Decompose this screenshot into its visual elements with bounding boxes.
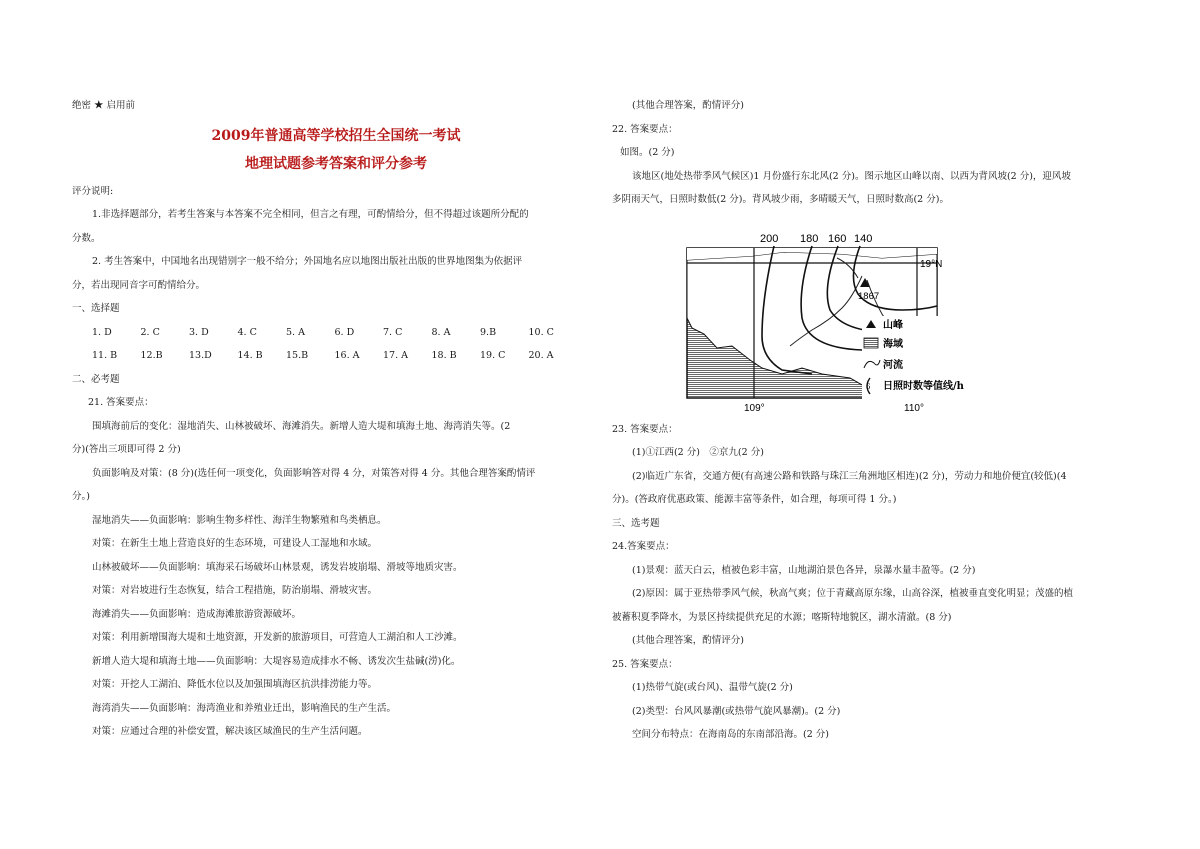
- q23-line: 分)。(答政府优惠政策、能源丰富等条件，如合理，每项可得 1 分。): [612, 494, 897, 505]
- legend-label-contour: 日照时数等值线/h: [883, 380, 964, 392]
- mc-answer: 1. D: [92, 326, 112, 338]
- longitude-label-left: 109°: [744, 402, 765, 414]
- q21-line: 围填海前后的变化：湿地消失、山林被破坏、海滩消失。新增人造大堤和填海土地、海湾消失等。(2: [92, 420, 511, 432]
- q21-line: 海滩消失——负面影响：造成海滩旅游资源破坏。: [92, 608, 302, 620]
- legend-label-sea: 海域: [883, 338, 903, 350]
- mc-answer: 20. A: [528, 350, 554, 361]
- q24-line: (其他合理答案，酌情评分): [632, 635, 744, 646]
- other-answers-note: (其他合理答案，酌情评分): [632, 100, 744, 111]
- mc-answer: 13.D: [189, 350, 212, 361]
- q21-heading: 21. 答案要点：: [88, 397, 154, 408]
- q21-line: 对策：应通过合理的补偿安置，解决该区域渔民的生产生活问题。: [92, 726, 368, 737]
- eval-note-1-cont: 分数。: [72, 232, 101, 244]
- section-required: 二、必考题: [72, 373, 120, 385]
- q21-line: 对策：对岩坡进行生态恢复，结合工程措施，防治崩塌、滑坡灾害。: [92, 585, 378, 596]
- confidential-label: 绝密 ★ 启用前: [72, 100, 136, 111]
- q24-line: (2)原因：属于亚热带季风气候，秋高气爽；位于青藏高原东缘，山高谷深，植被垂直变化明显；茂盛的植: [632, 588, 1073, 599]
- q23-line: (2)临近广东省，交通方便(有高速公路和铁路与珠江三角洲地区相连)(2 分)，劳动力和地价便宜(较低)(4: [632, 470, 1067, 482]
- q24-line: (1)景观：蓝天白云，植被色彩丰富，山地湖泊景色各异，泉瀑水量丰盈等。(2 分): [632, 564, 976, 576]
- q25-line: 空间分布特点：在海南岛的东南部沿海。(2 分): [632, 729, 829, 740]
- contour-label: 160: [828, 232, 847, 245]
- mc-answer: 7. C: [383, 326, 403, 338]
- mc-answer: 9.B: [480, 326, 497, 338]
- mc-answer: 19. C: [480, 350, 506, 361]
- q22-heading: 22. 答案要点：: [612, 123, 678, 135]
- q23-line: (1)①江西(2 分) ②京九(2 分): [632, 447, 764, 458]
- legend-sea-swatch: [864, 338, 878, 348]
- q21-line: 分)(答出三项即可得 2 分): [72, 444, 181, 455]
- mc-answer: 5. A: [286, 326, 305, 338]
- mc-answer: 6. D: [334, 326, 355, 338]
- mc-answer: 4. C: [237, 326, 257, 338]
- q25-line: (1)热带气旋(或台风)、温带气旋(2 分): [632, 682, 793, 693]
- eval-heading: 评分说明:: [72, 185, 114, 197]
- legend-label-river: 河流: [883, 359, 903, 371]
- q21-line: 对策：利用新增围海大堤和土地资源，开发新的旅游项目，可营造人工湖泊和人工沙滩。: [92, 632, 463, 643]
- q24-line: 被蓄积夏季降水，为景区持续提供充足的水源；喀斯特地貌区，湖水清澈。(8 分): [612, 611, 952, 623]
- q22-line: 如图。(2 分): [620, 147, 675, 158]
- q22-line: 多阴雨天气，日照时数低(2 分)。背风坡少雨，多晴暖天气，日照时数高(2 分)。: [612, 194, 949, 205]
- mc-answers-row-2: [72, 344, 600, 368]
- eval-note-1: 1.非选择题部分，若考生答案与本答案不完全相同，但言之有理，可酌情给分，但不得超过该题所分配的: [92, 209, 529, 220]
- mc-answer: 18. B: [431, 350, 457, 361]
- q24-heading: 24.答案要点：: [612, 541, 675, 552]
- peak-elevation: 1867: [858, 290, 880, 302]
- section-multiple-choice: 一、选择题: [72, 303, 120, 314]
- mc-answer: 3. D: [189, 326, 209, 338]
- q21-line: 分。): [72, 491, 90, 502]
- map-figure: [612, 218, 964, 414]
- q25-heading: 25. 答案要点：: [612, 658, 678, 670]
- q21-line: 山林被破坏——负面影响：填海采石场破坏山林景观，诱发岩坡崩塌、滑坡等地质灾害。: [92, 561, 463, 573]
- q21-line: 湿地消失——负面影响：影响生物多样性、海洋生物繁殖和鸟类栖息。: [92, 514, 387, 526]
- contour-label: 180: [800, 232, 819, 245]
- mc-answer: 16. A: [334, 350, 360, 361]
- mc-answers-row-1: [72, 321, 600, 345]
- q21-line: 对策：在新生土地上营造良好的生态环境，可建设人工湿地和水域。: [92, 538, 378, 549]
- mc-answer: 14. B: [237, 350, 263, 361]
- q22-line: 该地区(地处热带季风气候区)1 月份盛行东北风(2 分)。图示地区山峰以南、以西为背风坡(2 分)，迎风坡: [632, 170, 1071, 182]
- mc-answer: 15.B: [286, 350, 309, 361]
- legend-label-peak: 山峰: [883, 319, 903, 331]
- q25-line: (2)类型：台风风暴潮(或热带气旋风暴潮)。(2 分): [632, 705, 841, 717]
- mc-answer: 11. B: [92, 350, 118, 361]
- left-column: [72, 94, 600, 744]
- sunshine-contour-map: [612, 218, 964, 414]
- exam-title: 2009年普通高等学校招生全国统一考试: [211, 127, 461, 144]
- mc-answer: 2. C: [140, 326, 160, 338]
- eval-note-2-cont: 分，若出现同音字可酌情给分。: [72, 279, 206, 291]
- section-elective: 三、选考题: [612, 517, 660, 529]
- q21-line: 海湾消失——负面影响：海湾渔业和养殖业迁出，影响渔民的生产生活。: [92, 702, 397, 714]
- mc-answer: 8. A: [431, 326, 451, 338]
- contour-label: 140: [854, 232, 873, 245]
- legend-contour-value: 6: [866, 382, 871, 391]
- longitude-label-right: 110°: [904, 402, 924, 414]
- q21-line: 对策：开挖人工湖泊、降低水位以及加强围填海区抗洪排涝能力等。: [92, 679, 378, 690]
- right-column: [612, 94, 1073, 747]
- eval-note-2: 2. 考生答案中，中国地名出现错别字一般不给分；外国地名应以地图出版社出版的世界地图集为依据评: [92, 256, 523, 267]
- latitude-label: 19°N: [920, 258, 943, 270]
- q21-line: 负面影响及对策：(8 分)(选任何一项变化，负面影响答对得 4 分，对策答对得 4 分。其他合理答案酌情评: [92, 467, 536, 479]
- mc-answer: 17. A: [383, 350, 408, 361]
- mc-answer: 12.B: [140, 350, 163, 361]
- mc-answer: 10. C: [528, 326, 554, 338]
- q23-heading: 23. 答案要点：: [612, 423, 678, 435]
- exam-subtitle: 地理试题参考答案和评分参考: [245, 155, 427, 172]
- contour-label: 200: [760, 232, 779, 245]
- q21-line: 新增人造大堤和填海土地——负面影响：大堤容易造成排水不畅、诱发次生盐碱(涝)化。: [92, 655, 461, 667]
